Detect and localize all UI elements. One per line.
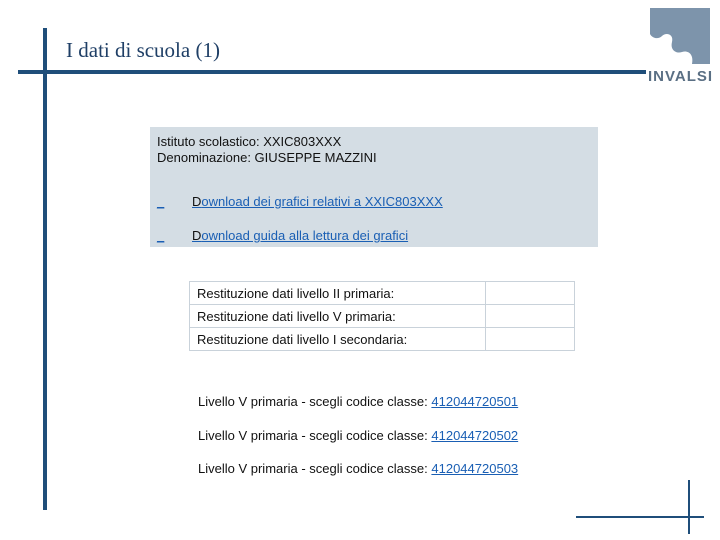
class-code-link[interactable]: 412044720501 (431, 394, 519, 409)
class-row (198, 461, 518, 476)
class-code-link[interactable]: 412044720503 (431, 461, 519, 476)
invalsi-logo-shape (648, 6, 712, 66)
class-row (198, 394, 518, 409)
download-guide-initial: D (192, 228, 202, 243)
level-value[interactable] (486, 282, 575, 305)
level-label: Restituzione dati livello I secondaria: (190, 328, 486, 351)
table-row (190, 282, 575, 305)
download-guide-text: ownload guida alla lettura dei grafici (201, 228, 409, 243)
slide-title: I dati di scuola (1) (66, 38, 220, 62)
corner-rule-vertical (688, 480, 690, 534)
invalsi-logo (648, 6, 712, 88)
class-prefix: Livello V primaria - scegli codice classe: (198, 428, 428, 443)
level-value[interactable] (486, 305, 575, 328)
class-row (198, 428, 518, 443)
level-label: Restituzione dati livello V primaria: (190, 305, 486, 328)
corner-rule-horizontal (576, 516, 704, 518)
class-prefix: Livello V primaria - scegli codice classe: (198, 461, 428, 476)
download-guide-link[interactable] (192, 228, 408, 243)
class-prefix: Livello V primaria - scegli codice classe: (198, 394, 428, 409)
table-row (190, 305, 575, 328)
download-charts-initial: D (192, 194, 202, 209)
level-label: Restituzione dati livello II primaria: (190, 282, 486, 305)
table-row (190, 328, 575, 351)
school-name-line: Denominazione: GIUSEPPE MAZZINI (157, 150, 377, 165)
invalsi-logo-text: INVALSI (648, 68, 714, 85)
school-code-line: Istituto scolastico: XXIC803XXX (157, 134, 342, 149)
vertical-rule (43, 28, 47, 510)
download-marker: _ (157, 228, 165, 243)
levels-table (189, 281, 575, 351)
level-value[interactable] (486, 328, 575, 351)
class-code-link[interactable]: 412044720502 (431, 428, 519, 443)
download-charts-text: ownload dei grafici relativi a XXIC803XXX (201, 194, 443, 209)
horizontal-rule (18, 70, 646, 74)
school-info-panel (150, 127, 598, 247)
download-charts-link[interactable] (192, 194, 443, 209)
download-marker: _ (157, 194, 165, 209)
